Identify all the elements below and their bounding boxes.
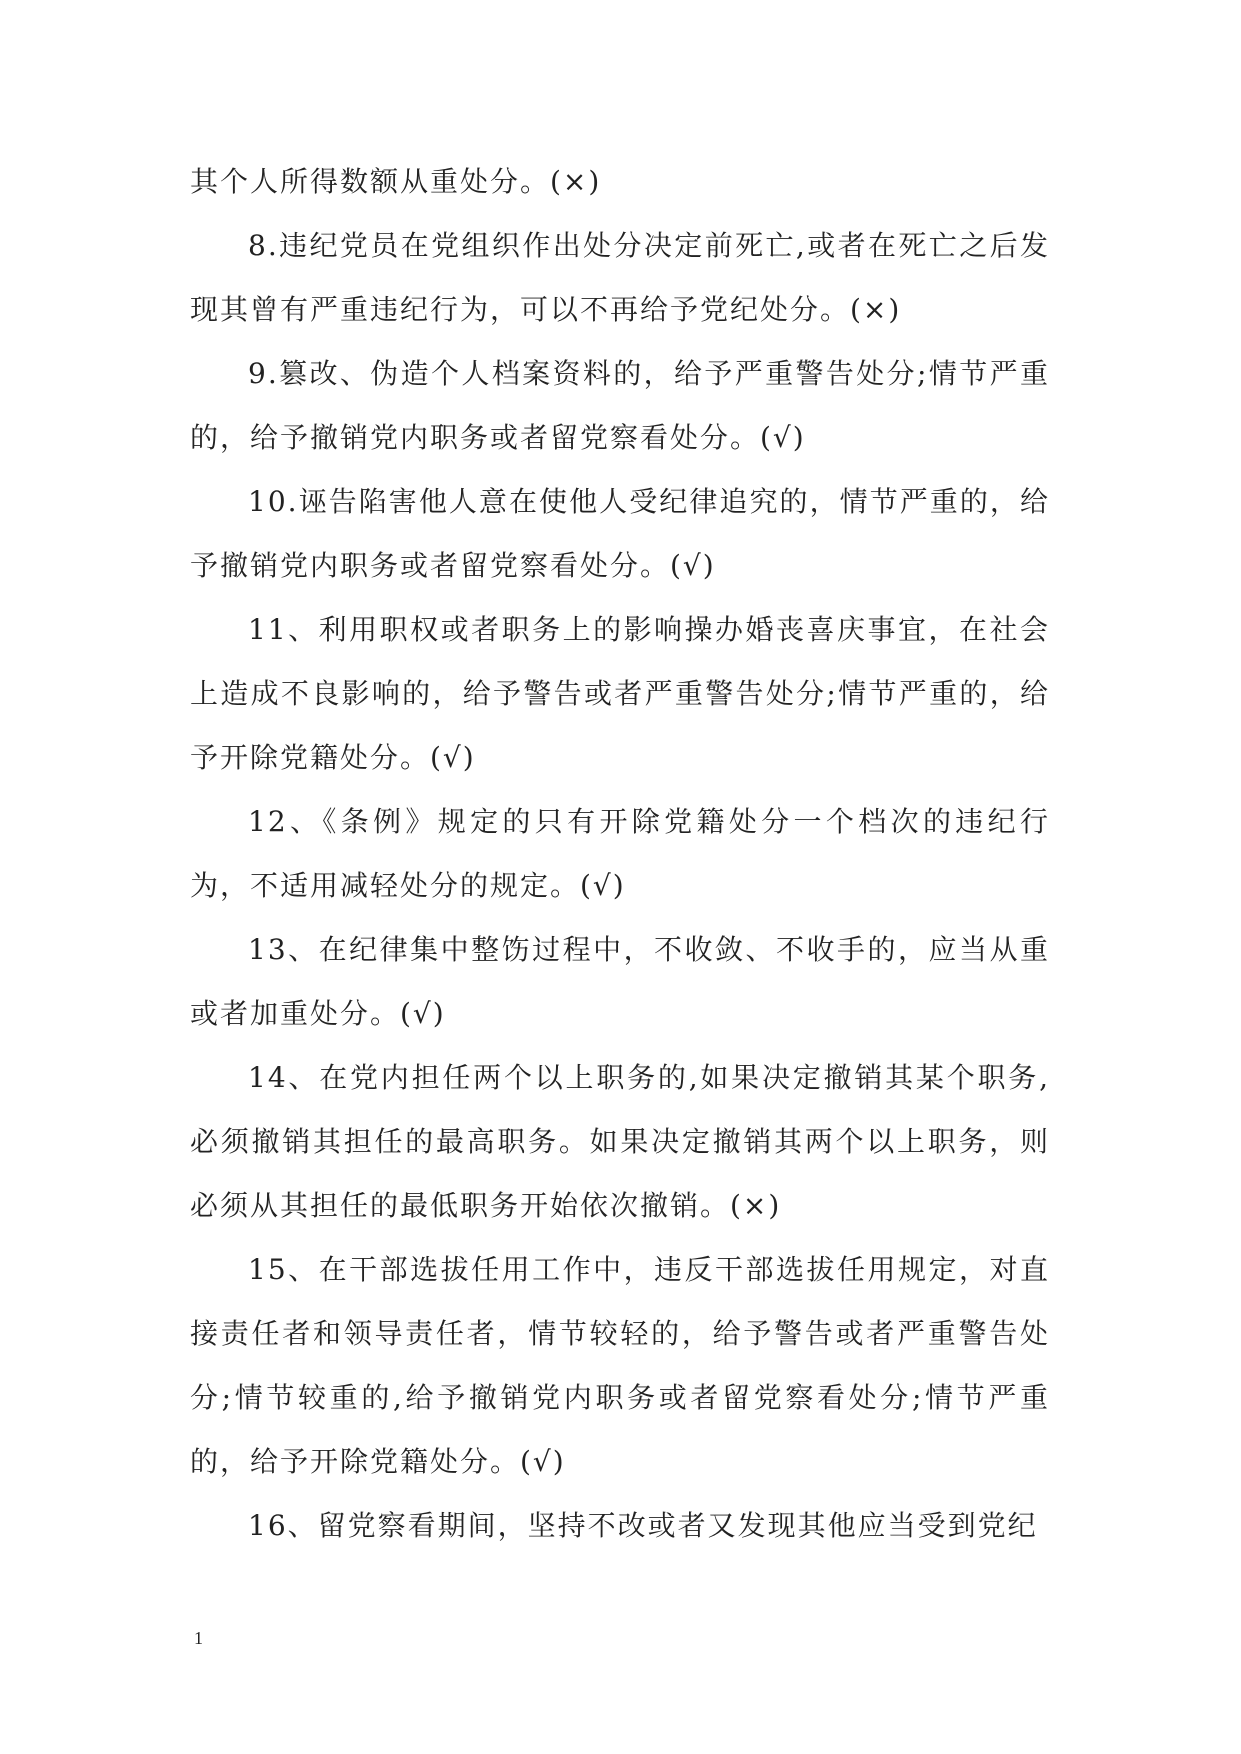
- paragraph-continuation: 其个人所得数额从重处分。(×): [190, 165, 602, 198]
- paragraph-item-15: 15、在干部选拔任用工作中，违反干部选拔任用规定，对直接责任者和领导责任者，情节较轻的，给予警告或者严重警告处分;情节较重的,给予撤销党内职务或者留党察看处分;情节严重的，给予开除党籍处分。(√): [190, 1253, 1050, 1478]
- paragraph-item-16: 16、留党察看期间，坚持不改或者又发现其他应当受到党纪: [248, 1509, 1038, 1542]
- paragraph-item-13: 13、在纪律集中整饬过程中，不收敛、不收手的，应当从重或者加重处分。(√): [190, 933, 1050, 1030]
- paragraph-item-14: 14、在党内担任两个以上职务的,如果决定撤销其某个职务,必须撤销其担任的最高职务。如果决定撤销其两个以上职务，则必须从其担任的最低职务开始依次撤销。(×): [190, 1061, 1050, 1222]
- document-body: [190, 150, 1050, 1558]
- page-number: 1: [194, 1628, 203, 1648]
- paragraph-item-9: 9.篡改、伪造个人档案资料的，给予严重警告处分;情节严重的，给予撤销党内职务或者留党察看处分。(√): [190, 357, 1050, 454]
- paragraph-item-8: 8.违纪党员在党组织作出处分决定前死亡,或者在死亡之后发现其曾有严重违纪行为，可以不再给予党纪处分。(×): [190, 229, 1050, 326]
- paragraph-item-10: 10.诬告陷害他人意在使他人受纪律追究的，情节严重的，给予撤销党内职务或者留党察看处分。(√): [190, 485, 1050, 582]
- paragraph-item-12: 12、《条例》规定的只有开除党籍处分一个档次的违纪行为，不适用减轻处分的规定。(√): [190, 805, 1050, 902]
- paragraph-item-11: 11、利用职权或者职务上的影响操办婚丧喜庆事宜，在社会上造成不良影响的，给予警告或者严重警告处分;情节严重的，给予开除党籍处分。(√): [190, 613, 1050, 774]
